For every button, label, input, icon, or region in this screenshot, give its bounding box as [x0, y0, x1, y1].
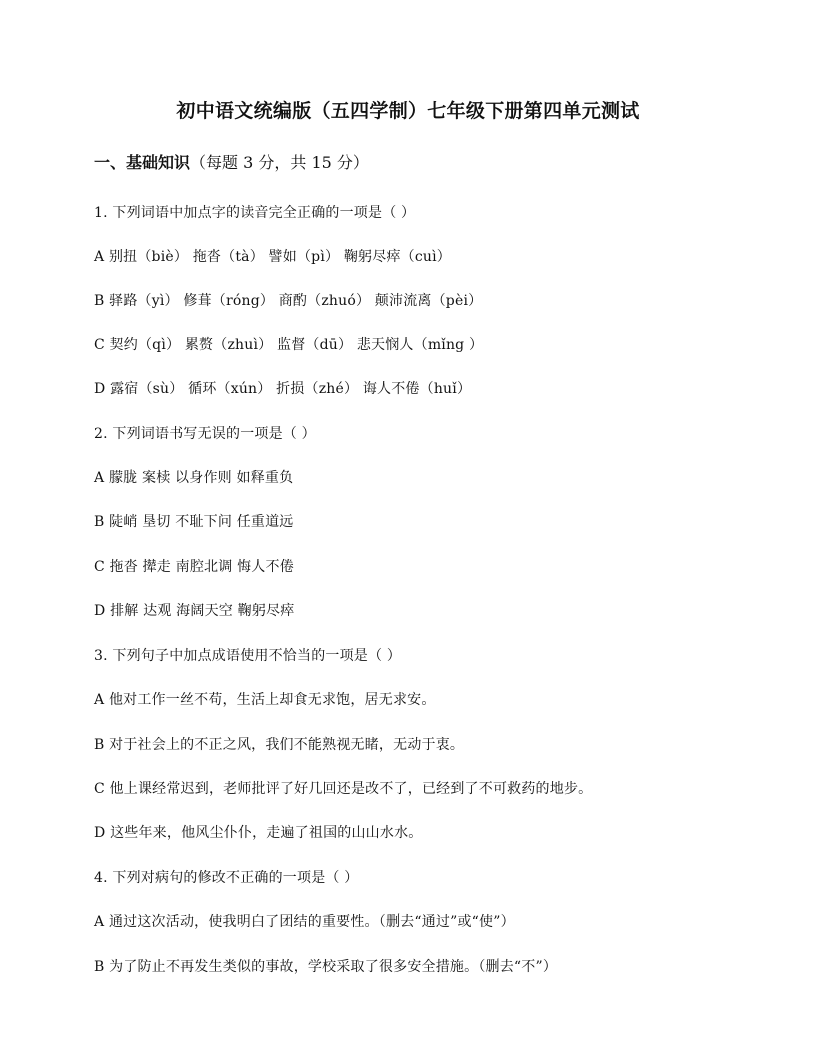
question-1-option-a: A 别扭（biè） 拖沓（tà） 譬如（pì） 鞠躬尽瘁（cuì）	[94, 249, 451, 265]
question-3-stem: 3. 下列句子中加点成语使用不恰当的一项是（ ）	[94, 648, 402, 664]
question-1-stem: 1. 下列词语中加点字的读音完全正确的一项是（ ）	[94, 205, 416, 221]
question-2-option-c: C 拖沓 撵走 南腔北调 悔人不倦	[94, 559, 294, 575]
question-2-option-d: D 排解 达观 海阔天空 鞠躬尽瘁	[94, 603, 295, 619]
question-4-stem: 4. 下列对病句的修改不正确的一项是（ ）	[94, 870, 359, 886]
question-4-option-a: A 通过这次活动，使我明白了团结的重要性。（删去“通过”或“使”）	[94, 914, 515, 930]
question-1-option-d: D 露宿（sù） 循环（xún） 折损（zhé） 诲人不倦（huǐ）	[94, 381, 472, 397]
question-2-option-a: A 朦胧 案椟 以身作则 如释重负	[94, 470, 294, 486]
question-3-option-b: B 对于社会上的不正之风，我们不能熟视无睹，无动于衷。	[94, 737, 465, 753]
question-4-option-b: B 为了防止不再发生类似的事故，学校采取了很多安全措施。（删去“不”）	[94, 959, 558, 975]
question-2-stem: 2. 下列词语书写无误的一项是（ ）	[94, 426, 316, 442]
section-score-note: （每题 3 分，共 15 分）	[190, 153, 369, 172]
question-3-option-d: D 这些年来，他风尘仆仆，走遍了祖国的山山水水。	[94, 825, 423, 841]
question-3-option-a: A 他对工作一丝不苟，生活上却食无求饱，居无求安。	[94, 692, 436, 708]
section-heading-label: 一、基础知识	[94, 153, 191, 172]
question-1-option-b: B 驿路（yì） 修葺（róng） 商酌（zhuó） 颠沛流离（pèi）	[94, 293, 483, 309]
question-2-option-b: B 陡峭 垦切 不耻下问 任重道远	[94, 514, 294, 530]
question-3-option-c: C 他上课经常迟到，老师批评了好几回还是改不了，已经到了不可救药的地步。	[94, 781, 593, 797]
page-title: 初中语文统编版（五四学制）七年级下册第四单元测试	[176, 100, 640, 122]
question-1-option-c: C 契约（qì） 累赘（zhuì） 监督（dū） 悲天悯人（mǐng ）	[94, 337, 484, 353]
section-heading	[94, 150, 369, 173]
